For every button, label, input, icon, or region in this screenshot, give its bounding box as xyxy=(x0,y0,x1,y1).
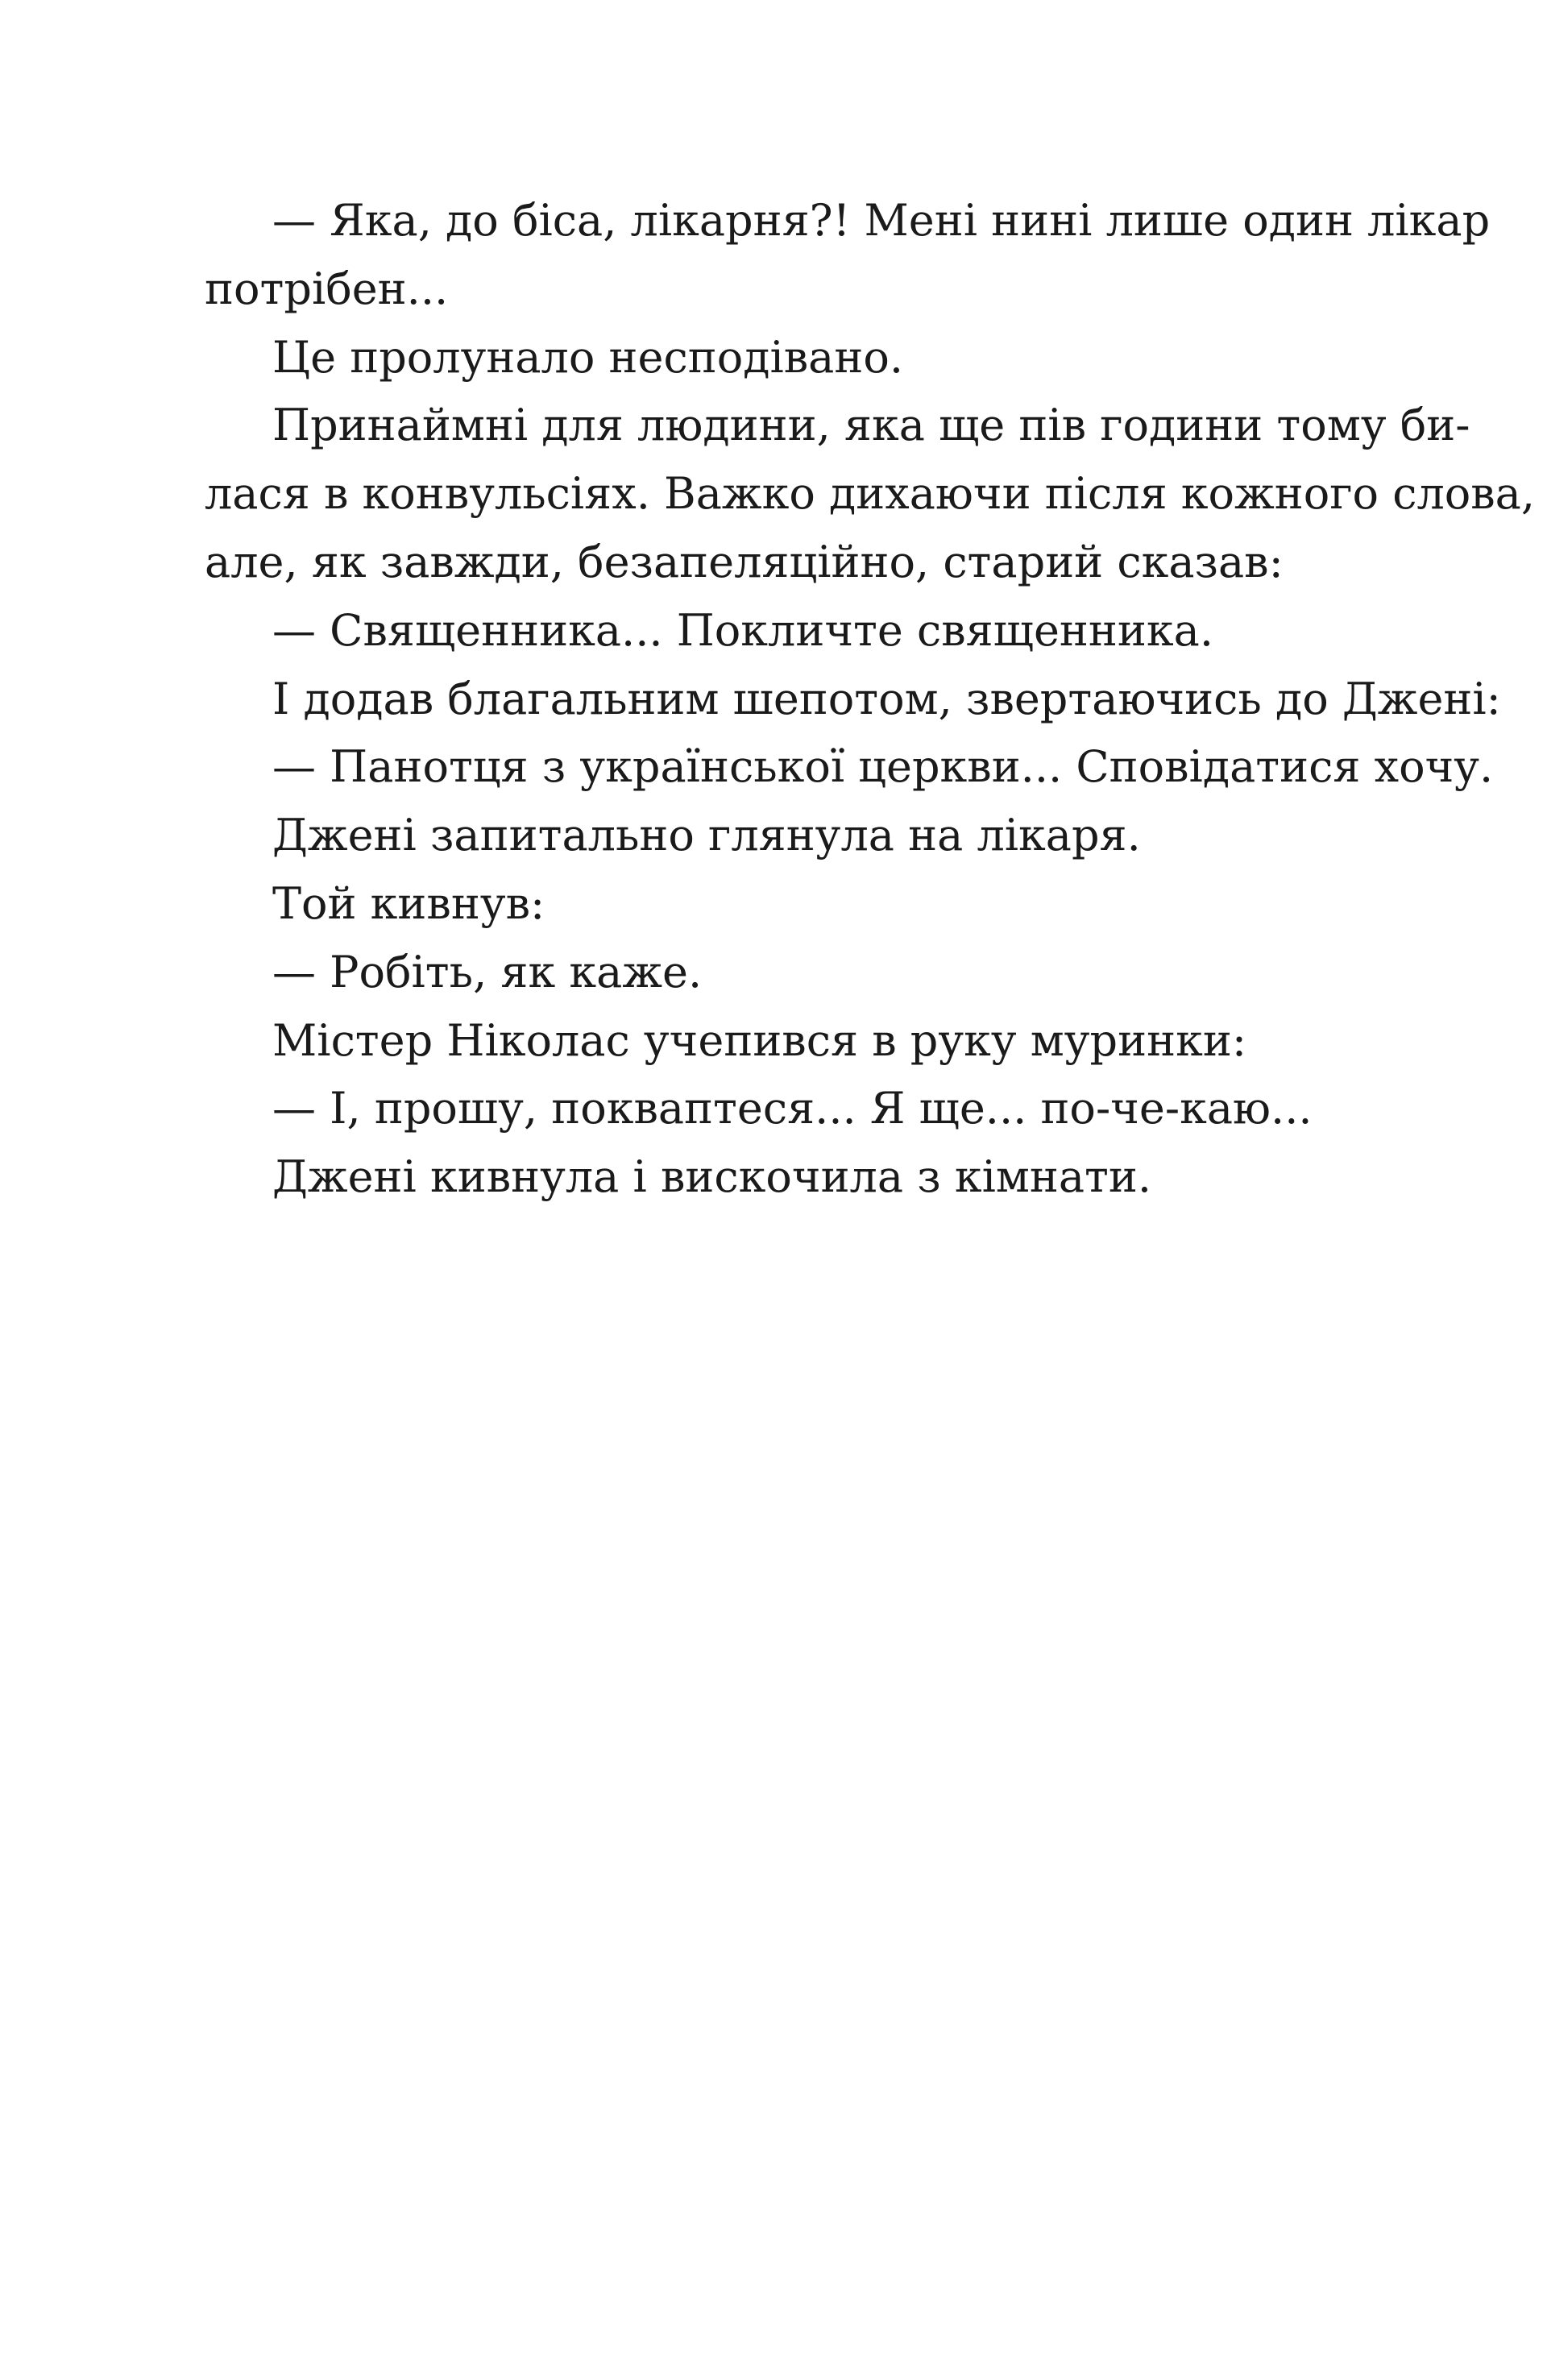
paragraph xyxy=(205,324,1317,392)
text-line: І додав благальним шепотом, звертаючись до Джені: xyxy=(272,673,1501,724)
text-line: лася в конвульсіях. Важко дихаючи після кожного слова, xyxy=(205,468,1536,520)
paragraph xyxy=(205,1007,1317,1076)
paragraph xyxy=(205,939,1317,1007)
paragraph xyxy=(205,187,1491,324)
text-line: потрібен... xyxy=(205,263,449,314)
text-line: Джені запитально глянула на лікаря. xyxy=(272,810,1141,861)
text-line: — Робіть, як каже. xyxy=(272,946,703,997)
body-text xyxy=(205,187,1536,1212)
text-line: Це пролунало несподівано. xyxy=(272,331,903,383)
paragraph xyxy=(205,870,1317,939)
text-line: Той кивнув: xyxy=(272,877,545,929)
text-line: але, як завжди, безапеляційно, старий сказав: xyxy=(205,536,1284,587)
paragraph xyxy=(205,1075,1317,1143)
text-line: — Панотця з української церкви... Сповідатися хочу. xyxy=(272,741,1494,793)
paragraph xyxy=(205,733,1494,802)
text-line: — Священника... Покличте священника. xyxy=(272,604,1213,656)
text-line: — І, прошу, покваптеся... Я ще... по-че-каю... xyxy=(272,1083,1313,1134)
paragraph xyxy=(205,1143,1317,1212)
paragraph xyxy=(205,665,1501,734)
text-line: Джені кивнула і вискочила з кімнати. xyxy=(272,1151,1152,1203)
paragraph xyxy=(205,392,1536,596)
text-line: Принаймні для людини, яка ще пів години тому би- xyxy=(272,400,1470,451)
paragraph xyxy=(205,597,1317,665)
paragraph xyxy=(205,802,1317,870)
text-line: Містер Ніколас учепився в руку муринки: xyxy=(272,1014,1247,1066)
text-line: — Яка, до біса, лікарня?! Мені нині лише один лікар xyxy=(272,195,1491,246)
